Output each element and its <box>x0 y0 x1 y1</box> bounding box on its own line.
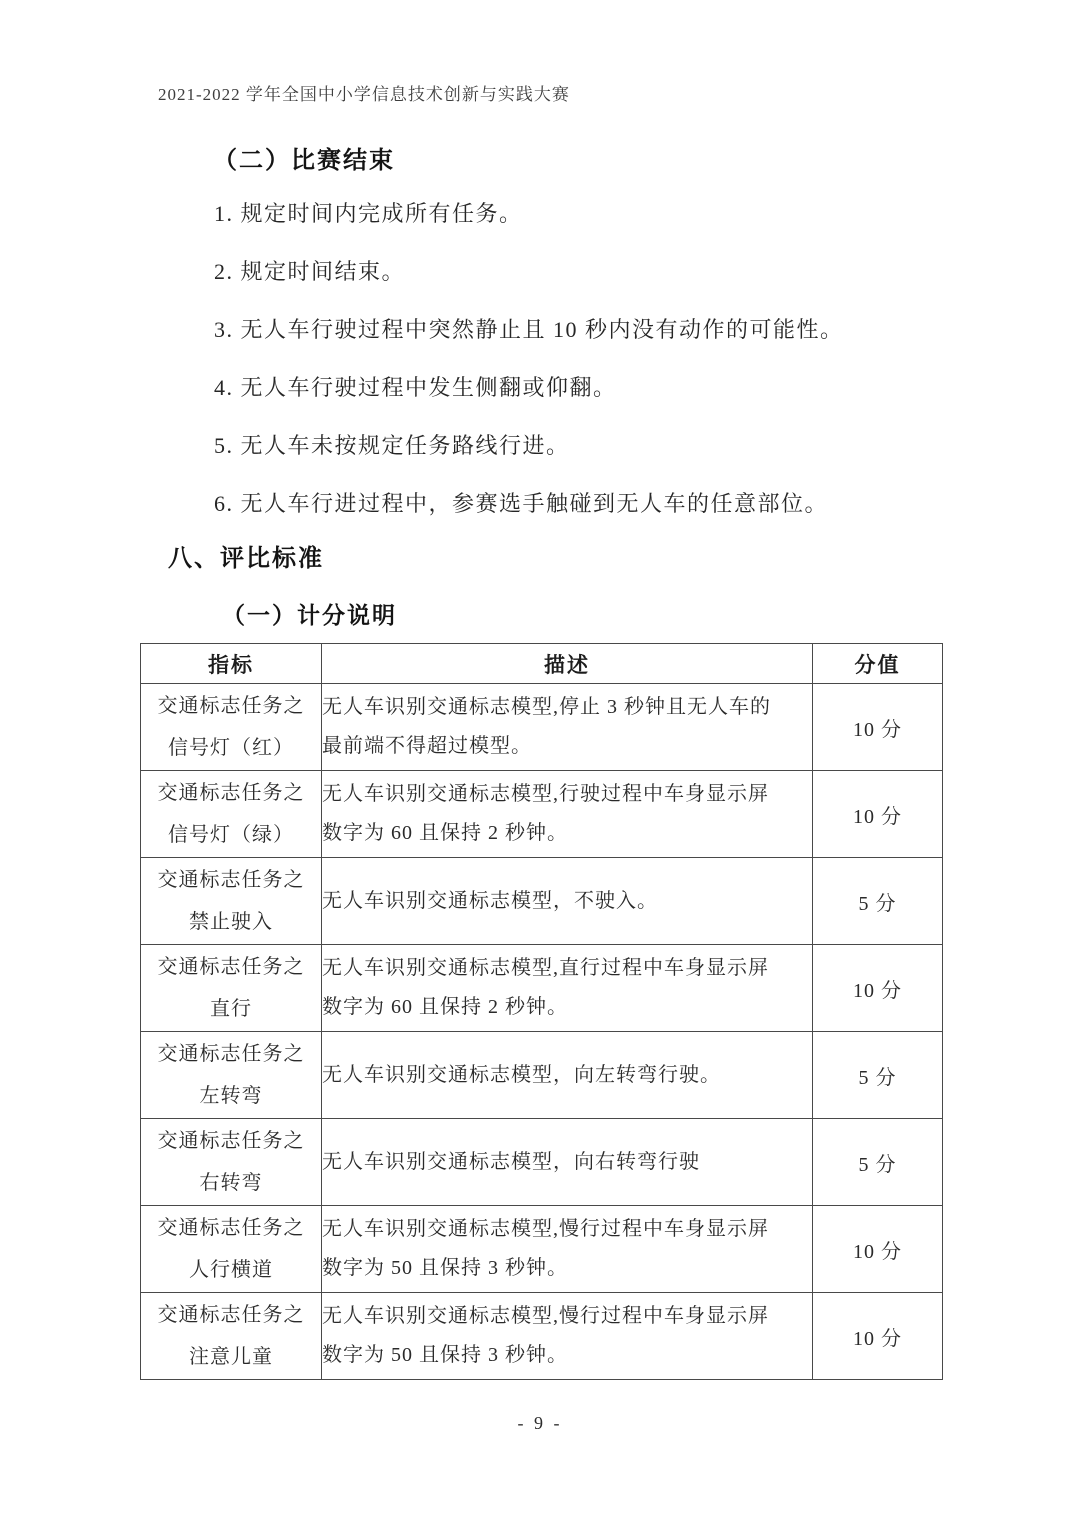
indicator-line: 人行横道 <box>189 1259 273 1281</box>
description-line: 最前端不得超过模型。 <box>322 735 532 757</box>
description-cell <box>322 1032 813 1119</box>
subsection-title-scoring: （一）计分说明 <box>222 602 397 628</box>
score-cell: 5 分 <box>813 858 943 945</box>
indicator-cell <box>141 858 322 945</box>
indicator-line: 右转弯 <box>199 1172 263 1194</box>
score-cell: 10 分 <box>813 1206 943 1293</box>
description-line: 无人车识别交通标志模型,直行过程中车身显示屏 <box>322 957 769 979</box>
table-row <box>141 1032 943 1119</box>
table-header-row <box>141 644 943 684</box>
section-title-match-end: （二）比赛结束 <box>213 147 395 174</box>
indicator-line: 交通标志任务之 <box>157 1043 305 1065</box>
table-row <box>141 771 943 858</box>
indicator-cell <box>141 1119 322 1206</box>
indicator-line: 交通标志任务之 <box>157 782 305 804</box>
score-cell: 10 分 <box>813 945 943 1032</box>
indicator-line: 交通标志任务之 <box>157 1130 305 1152</box>
description-line: 无人车识别交通标志模型，向左转弯行驶。 <box>322 1063 721 1086</box>
description-cell <box>322 1119 813 1206</box>
table-row <box>141 858 943 945</box>
indicator-line: 直行 <box>210 998 252 1020</box>
rule-item-6: 6. 无人车行进过程中，参赛选手触碰到无人车的任意部位。 <box>214 491 829 516</box>
indicator-cell <box>141 771 322 858</box>
rule-item-2: 2. 规定时间结束。 <box>214 259 406 284</box>
section-title-judging: 八、评比标准 <box>168 545 324 572</box>
rule-item-5: 5. 无人车未按规定任务路线行进。 <box>214 433 570 458</box>
description-line: 无人车识别交通标志模型，向右转弯行驶 <box>322 1150 700 1173</box>
document-header: 2021-2022 学年全国中小学信息技术创新与实践大赛 <box>158 85 570 104</box>
header-cell-indicator: 指标 <box>141 644 322 684</box>
description-cell <box>322 1293 813 1380</box>
indicator-line: 注意儿童 <box>189 1346 273 1368</box>
description-line: 数字为 50 且保持 3 秒钟。 <box>322 1257 568 1279</box>
indicator-cell <box>141 684 322 771</box>
description-line: 无人车识别交通标志模型,慢行过程中车身显示屏 <box>322 1305 769 1327</box>
description-line: 无人车识别交通标志模型,行驶过程中车身显示屏 <box>322 783 769 805</box>
description-line: 无人车识别交通标志模型,慢行过程中车身显示屏 <box>322 1218 769 1240</box>
indicator-line: 信号灯（绿） <box>168 824 294 846</box>
score-cell: 5 分 <box>813 1032 943 1119</box>
page-number: - 9 - <box>517 1413 563 1433</box>
score-cell: 10 分 <box>813 1293 943 1380</box>
description-cell <box>322 858 813 945</box>
table-row <box>141 1293 943 1380</box>
description-cell <box>322 771 813 858</box>
indicator-line: 左转弯 <box>199 1085 263 1107</box>
header-cell-description: 描述 <box>322 644 813 684</box>
rule-item-1: 1. 规定时间内完成所有任务。 <box>214 201 523 226</box>
indicator-line: 交通标志任务之 <box>157 869 305 891</box>
table-row <box>141 1206 943 1293</box>
description-line: 数字为 60 且保持 2 秒钟。 <box>322 822 568 844</box>
description-cell <box>322 684 813 771</box>
rule-item-4: 4. 无人车行驶过程中发生侧翻或仰翻。 <box>214 375 617 400</box>
indicator-line: 交通标志任务之 <box>157 1304 305 1326</box>
indicator-line: 禁止驶入 <box>189 911 273 933</box>
description-cell <box>322 1206 813 1293</box>
indicator-line: 交通标志任务之 <box>157 695 305 717</box>
description-line: 无人车识别交通标志模型,停止 3 秒钟且无人车的 <box>322 696 771 718</box>
score-cell: 10 分 <box>813 684 943 771</box>
match-end-rule-list <box>214 198 954 546</box>
indicator-cell <box>141 1032 322 1119</box>
indicator-line: 交通标志任务之 <box>157 956 305 978</box>
indicator-line: 信号灯（红） <box>168 737 294 759</box>
description-line: 无人车识别交通标志模型，不驶入。 <box>322 889 658 912</box>
indicator-cell <box>141 1293 322 1380</box>
score-cell: 5 分 <box>813 1119 943 1206</box>
description-cell <box>322 945 813 1032</box>
rule-item-3: 3. 无人车行驶过程中突然静止且 10 秒内没有动作的可能性。 <box>214 317 844 342</box>
scoring-table <box>140 643 943 1380</box>
indicator-cell <box>141 945 322 1032</box>
description-line: 数字为 60 且保持 2 秒钟。 <box>322 996 568 1018</box>
indicator-line: 交通标志任务之 <box>157 1217 305 1239</box>
score-cell: 10 分 <box>813 771 943 858</box>
table-row <box>141 684 943 771</box>
indicator-cell <box>141 1206 322 1293</box>
table-row <box>141 945 943 1032</box>
table-row <box>141 1119 943 1206</box>
header-cell-score: 分值 <box>813 644 943 684</box>
description-line: 数字为 50 且保持 3 秒钟。 <box>322 1344 568 1366</box>
